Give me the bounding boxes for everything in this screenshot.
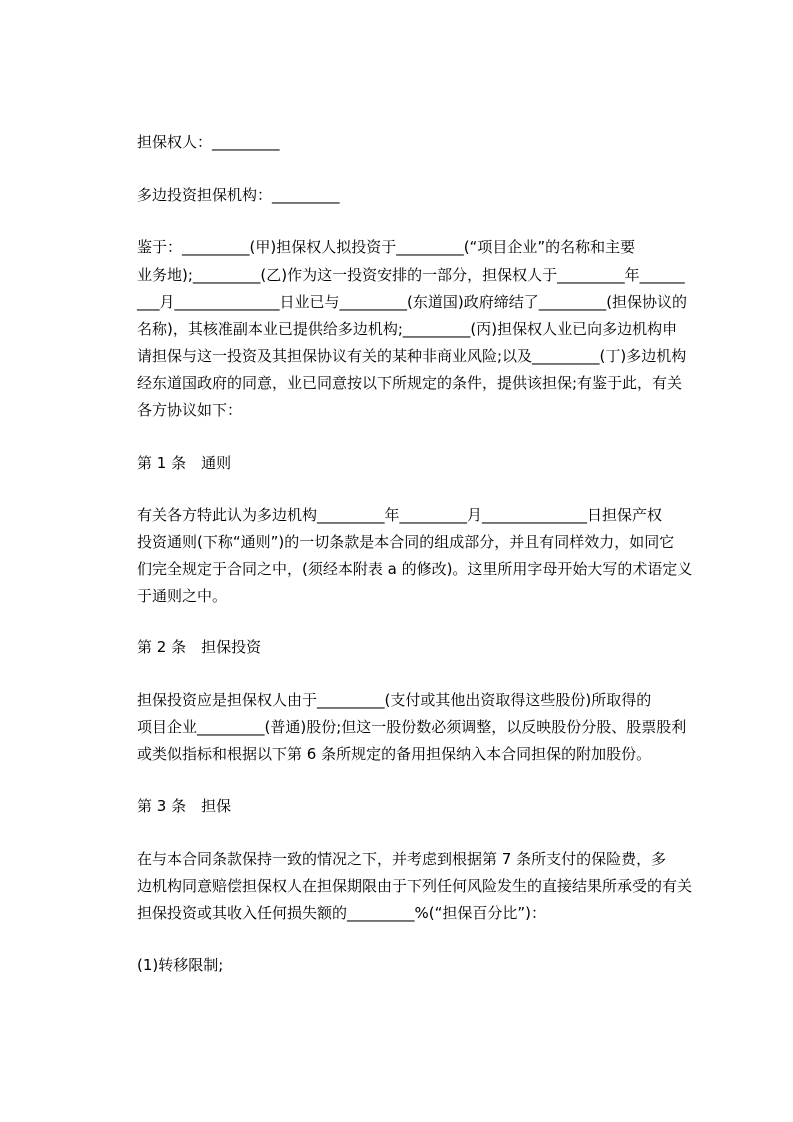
recital-line: 请担保与这一投资及其担保协议有关的某种非商业风险;以及_________(丁)多边机构 [137, 347, 687, 365]
recital-line: 鉴于：_________(甲)担保权人拟投资于_________(“项目企业”的名称和主要 [137, 238, 636, 256]
recital-line: 经东道国政府的同意，业已同意按以下所规定的条件，提供该担保;有鉴于此，有关 [137, 374, 683, 392]
mia-party-line: 多边投资担保机构：_________ [137, 186, 340, 204]
article-2-line: 或类似指标和根据以下第 6 条所规定的备用担保纳入本合同担保的附加股份。 [137, 745, 652, 763]
article-1-heading: 第 1 条 通则 [137, 454, 232, 472]
article-1-line: 们完全规定于合同之中，(须经本附表 a 的修改)。这里所用字母开始大写的术语定义 [137, 560, 693, 578]
recital-line: ___月______________日业已与_________(东道国)政府缔结了_________(担保协议的 [137, 293, 688, 311]
article-1-line: 投资通则(下称“通则”)的一切条款是本合同的组成部分，并且有同样效力，如同它 [137, 533, 675, 551]
article-2-heading: 第 2 条 担保投资 [137, 638, 262, 656]
article-2-line: 项目企业_________(普通)股份;但这一股份数必须调整，以反映股份分股、股票股利 [137, 718, 687, 736]
recital-line: 名称)，其核准副本业已提供给多边机构;_________(丙)担保权人业已向多边机构申 [137, 320, 678, 338]
article-3-heading: 第 3 条 担保 [137, 797, 232, 815]
article-1-line: 于通则之中。 [137, 587, 228, 605]
article-3-line: 边机构同意赔偿担保权人在担保期限由于下列任何风险发生的直接结果所承受的有关 [137, 877, 693, 895]
recital-line: 各方协议如下： [137, 401, 243, 419]
article-3-line: 在与本合同条款保持一致的情况之下，并考虑到根据第 7 条所支付的保险费，多 [137, 850, 667, 868]
article-2-line: 担保投资应是担保权人由于_________(支付或其他出资取得这些股份)所取得的 [137, 691, 652, 709]
recital-line: 业务地);_________(乙)作为这一投资安排的一部分，担保权人于_________年______ [137, 266, 685, 284]
guarantee-holder-line: 担保权人：_________ [137, 133, 280, 151]
article-3-item-1: (1)转移限制; [137, 956, 224, 974]
article-1-line: 有关各方特此认为多边机构_________年_________月______________日担保产权 [137, 506, 663, 524]
article-3-line: 担保投资或其收入任何损失额的_________%(“担保百分比”)： [137, 904, 547, 922]
